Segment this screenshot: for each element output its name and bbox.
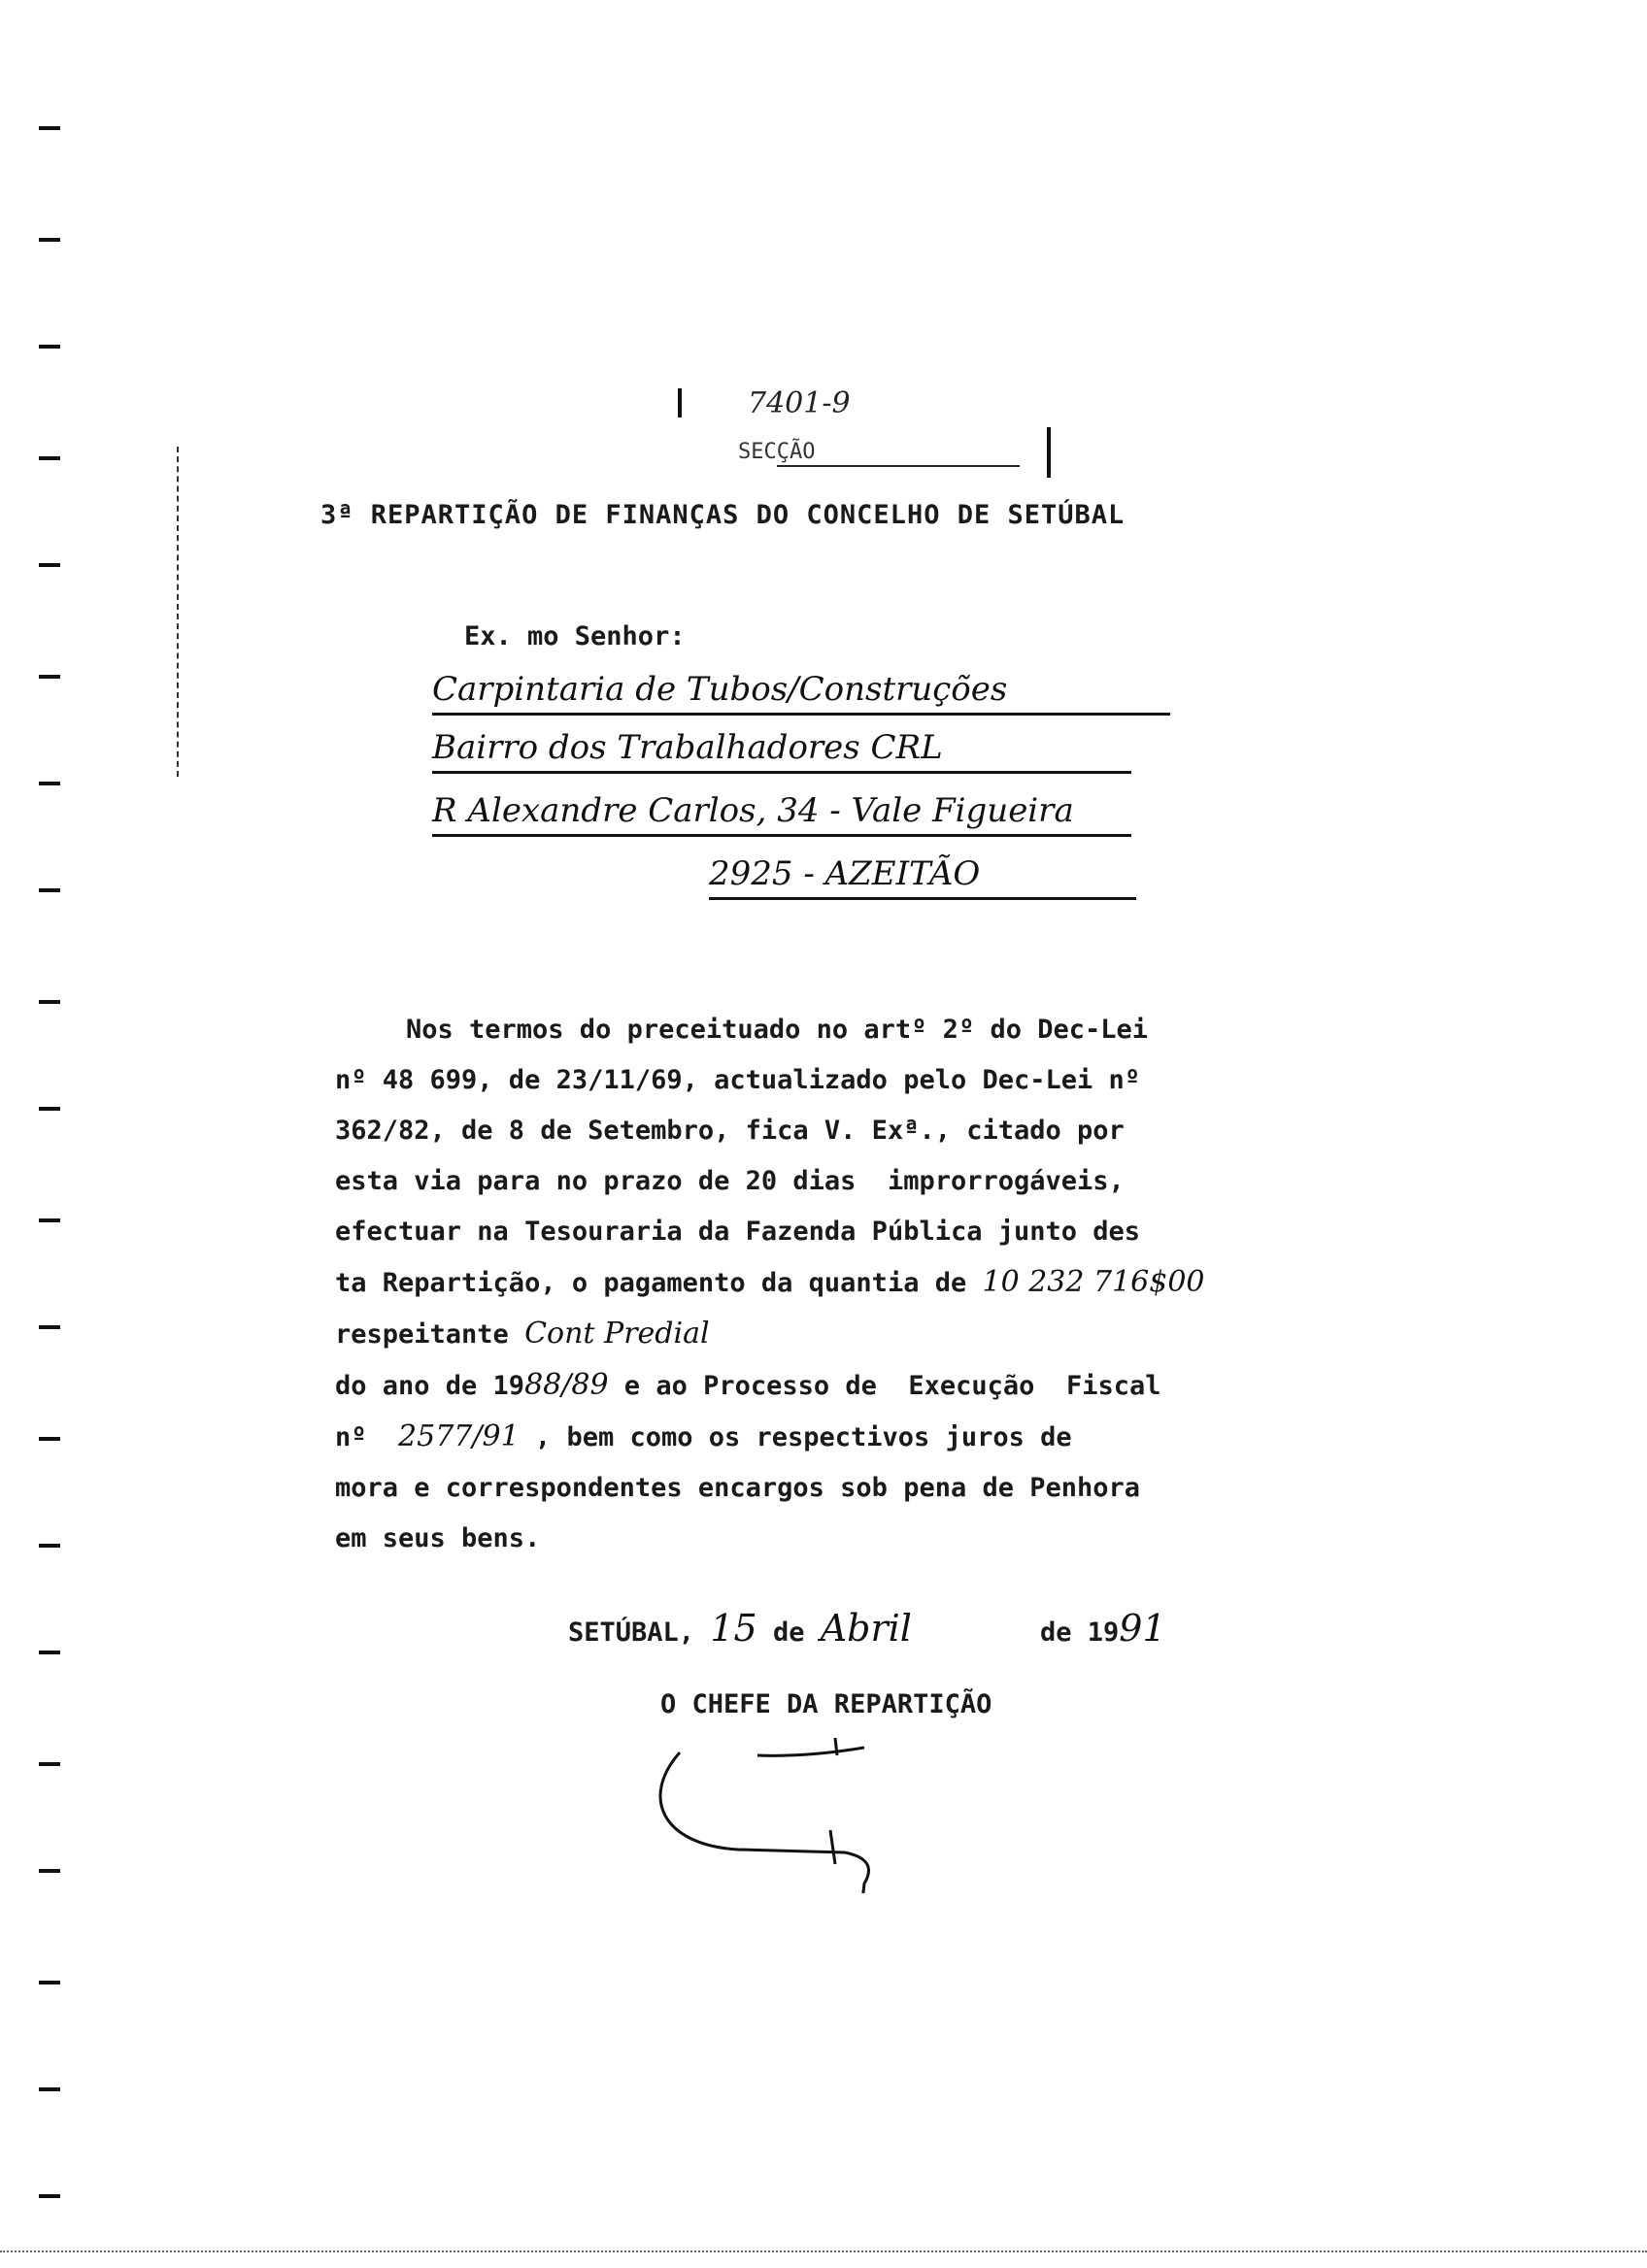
body-line-9: nº: [335, 1422, 399, 1452]
registry-stamp: [660, 369, 1068, 485]
recipient-line-4: 2925 - AZEITÃO: [709, 854, 1136, 900]
date-day: 15: [710, 1607, 757, 1650]
body-line-2: nº 48 699, de 23/11/69, actualizado pelo Dec-Lei nº: [335, 1065, 1141, 1095]
body-line-8b: e ao Processo de Execução Fiscal: [608, 1371, 1161, 1401]
margin-rule: [177, 447, 179, 777]
body-line-3: 362/82, de 8 de Setembro, fica V. Exª., citado por: [335, 1116, 1125, 1146]
margin-mark: [39, 1000, 60, 1004]
body-line-5: efectuar na Tesouraria da Fazenda Pública junto des: [335, 1217, 1141, 1247]
date-place: SETÚBAL,: [568, 1618, 695, 1648]
margin-mark: [39, 1651, 60, 1654]
margin-mark: [39, 675, 60, 679]
body-line-9b: , bem como os respectivos juros de: [519, 1422, 1072, 1452]
margin-mark: [39, 126, 60, 130]
body-line-10: mora e correspondentes encargos sob pena de Penhora: [335, 1473, 1141, 1503]
body-line-8: do ano de 19: [335, 1371, 525, 1401]
margin-mark: [39, 1869, 60, 1873]
scan-edge: [0, 2251, 1647, 2258]
body-line-1: Nos termos do preceituado no artº 2º do Dec-Lei: [406, 1015, 1149, 1045]
margin-mark: [39, 2194, 60, 2198]
chief-title: O CHEFE DA REPARTIÇÃO: [660, 1689, 992, 1719]
year-field: 88/89: [524, 1368, 609, 1402]
margin-mark: [39, 563, 60, 567]
recipient-line-3: R Alexandre Carlos, 34 - Vale Figueira: [432, 791, 1131, 837]
margin-mark: [39, 456, 60, 460]
office-title: 3ª REPARTIÇÃO DE FINANÇAS DO CONCELHO DE SETÚBAL: [320, 500, 1126, 530]
body-line-4: esta via para no prazo de 20 dias improrrogáveis,: [335, 1166, 1125, 1196]
margin-mark: [39, 1325, 60, 1329]
margin-mark: [39, 238, 60, 242]
margin-mark: [39, 1544, 60, 1548]
margin-mark: [39, 1762, 60, 1766]
amount-field: 10 232 716$00: [982, 1265, 1205, 1299]
margin-mark: [39, 345, 60, 349]
recipient-line-2: Bairro dos Trabalhadores CRL: [432, 728, 1131, 774]
date-year-prefix: de 19: [1039, 1618, 1120, 1648]
date-de: de: [772, 1618, 805, 1648]
margin-mark: [39, 782, 60, 785]
stamp-line-1: 7401-9: [748, 386, 851, 420]
body-line-7: respeitante: [335, 1319, 525, 1350]
stamp-line-2: SECÇÃO: [738, 440, 816, 464]
margin-mark: [39, 1218, 60, 1222]
subject-field: Cont Predial: [524, 1317, 710, 1351]
date-month: Abril: [820, 1607, 912, 1650]
signature: [622, 1738, 913, 1893]
recipient-line-1: Carpintaria de Tubos/Construções: [432, 670, 1170, 716]
date-line: [568, 1607, 1166, 1650]
margin-mark: [39, 1107, 60, 1111]
body-line-6: ta Repartição, o pagamento da quantia de: [335, 1268, 983, 1298]
body-line-11: em seus bens.: [335, 1523, 541, 1553]
process-number-field: 2577/91: [398, 1419, 520, 1453]
salutation: Ex. mo Senhor:: [464, 621, 686, 651]
margin-mark: [39, 2087, 60, 2091]
margin-mark: [39, 1981, 60, 1984]
date-year: 91: [1119, 1607, 1166, 1650]
citation-body: [335, 1005, 1214, 1564]
margin-mark: [39, 888, 60, 892]
margin-mark: [39, 1437, 60, 1441]
